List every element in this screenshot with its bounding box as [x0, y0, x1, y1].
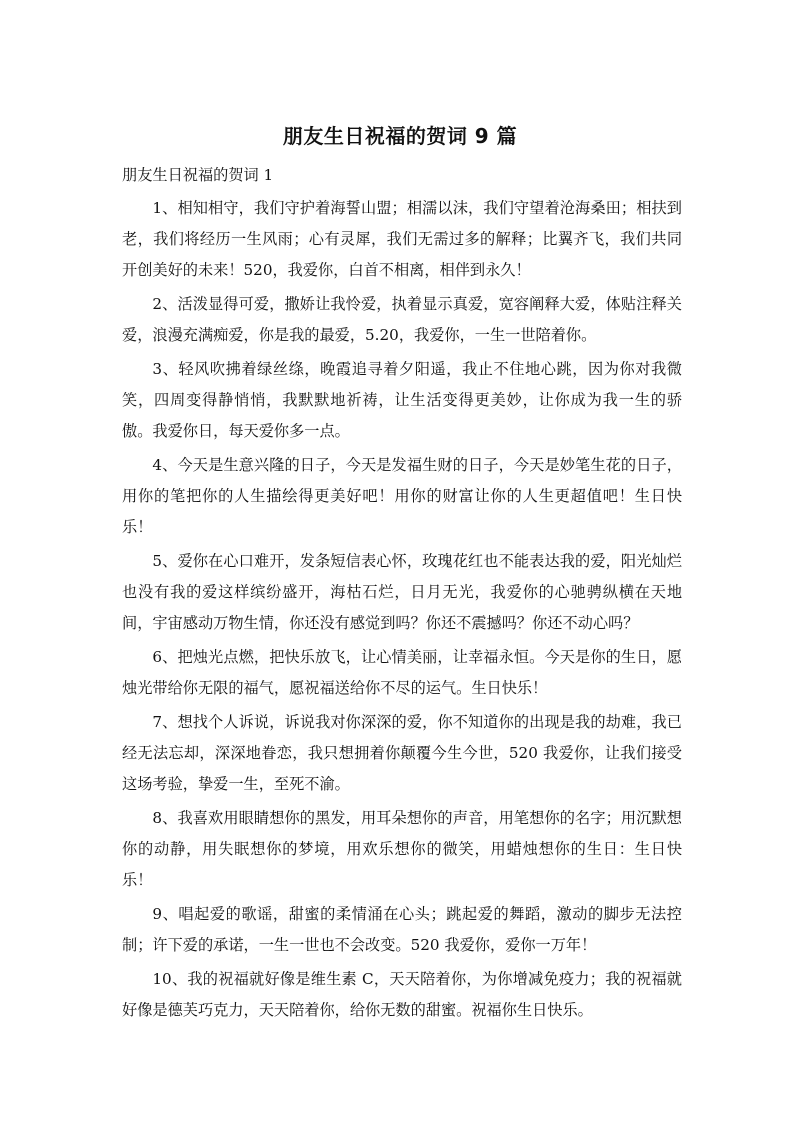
paragraph-5: 5、爱你在心口难开，发条短信表心怀，玫瑰花红也不能表达我的爱，阳光灿烂也没有我的爱这样缤纷盛开，海枯石烂，日月无光，我爱你的心驰骋纵横在天地间，宇宙感动万物生情，你还没有感觉到吗？你还不震撼吗？你还不动心吗？ [122, 552, 682, 632]
document-title: 朋友生日祝福的贺词 9 篇 [282, 124, 518, 148]
document-body [122, 160, 682, 1029]
paragraph-1: 1、相知相守，我们守护着海誓山盟；相濡以沫，我们守望着沧海桑田；相扶到老，我们将经历一生风雨；心有灵犀，我们无需过多的解释；比翼齐飞，我们共同开创美好的未来！520，我爱你，白首不相离，相伴到永久！ [122, 199, 682, 279]
paragraph-9: 9、唱起爱的歌谣，甜蜜的柔情涌在心头；跳起爱的舞蹈，激动的脚步无法控制；许下爱的承诺，一生一世也不会改变。520 我爱你，爱你一万年！ [122, 905, 682, 954]
paragraph-2: 2、活泼显得可爱，撒娇让我怜爱，执着显示真爱，宽容阐释大爱，体贴注释关爱，浪漫充满痴爱，你是我的最爱，5.20，我爱你，一生一世陪着你。 [122, 295, 682, 344]
section-heading: 朋友生日祝福的贺词 1 [122, 166, 274, 184]
paragraph-4: 4、今天是生意兴隆的日子，今天是发福生财的日子，今天是妙笔生花的日子，用你的笔把你的人生描绘得更美好吧！用你的财富让你的人生更超值吧！生日快乐！ [122, 456, 682, 536]
paragraph-3: 3、轻风吹拂着绿丝绦，晚霞追寻着夕阳遥，我止不住地心跳，因为你对我微笑，四周变得静悄悄，我默默地祈祷，让生活变得更美妙，让你成为我一生的骄傲。我爱你日，每天爱你多一点。 [122, 360, 682, 440]
paragraph-10: 10、我的祝福就好像是维生素 C，天天陪着你，为你增减免疫力；我的祝福就好像是德芙巧克力，天天陪着你，给你无数的甜蜜。祝福你生日快乐。 [122, 970, 682, 1019]
paragraph-6: 6、把烛光点燃，把快乐放飞，让心情美丽，让幸福永恒。今天是你的生日，愿烛光带给你无限的福气，愿祝福送给你不尽的运气。生日快乐！ [122, 648, 682, 697]
paragraph-8: 8、我喜欢用眼睛想你的黑发，用耳朵想你的声音，用笔想你的名字；用沉默想你的动静，用失眠想你的梦境，用欢乐想你的微笑，用蜡烛想你的生日：生日快乐！ [122, 809, 682, 889]
paragraph-7: 7、想找个人诉说，诉说我对你深深的爱，你不知道你的出现是我的劫难，我已经无法忘却，深深地眷恋，我只想拥着你颠覆今生今世，520 我爱你，让我们接受这场考验，挚爱一生，至死不渝。 [122, 713, 682, 793]
